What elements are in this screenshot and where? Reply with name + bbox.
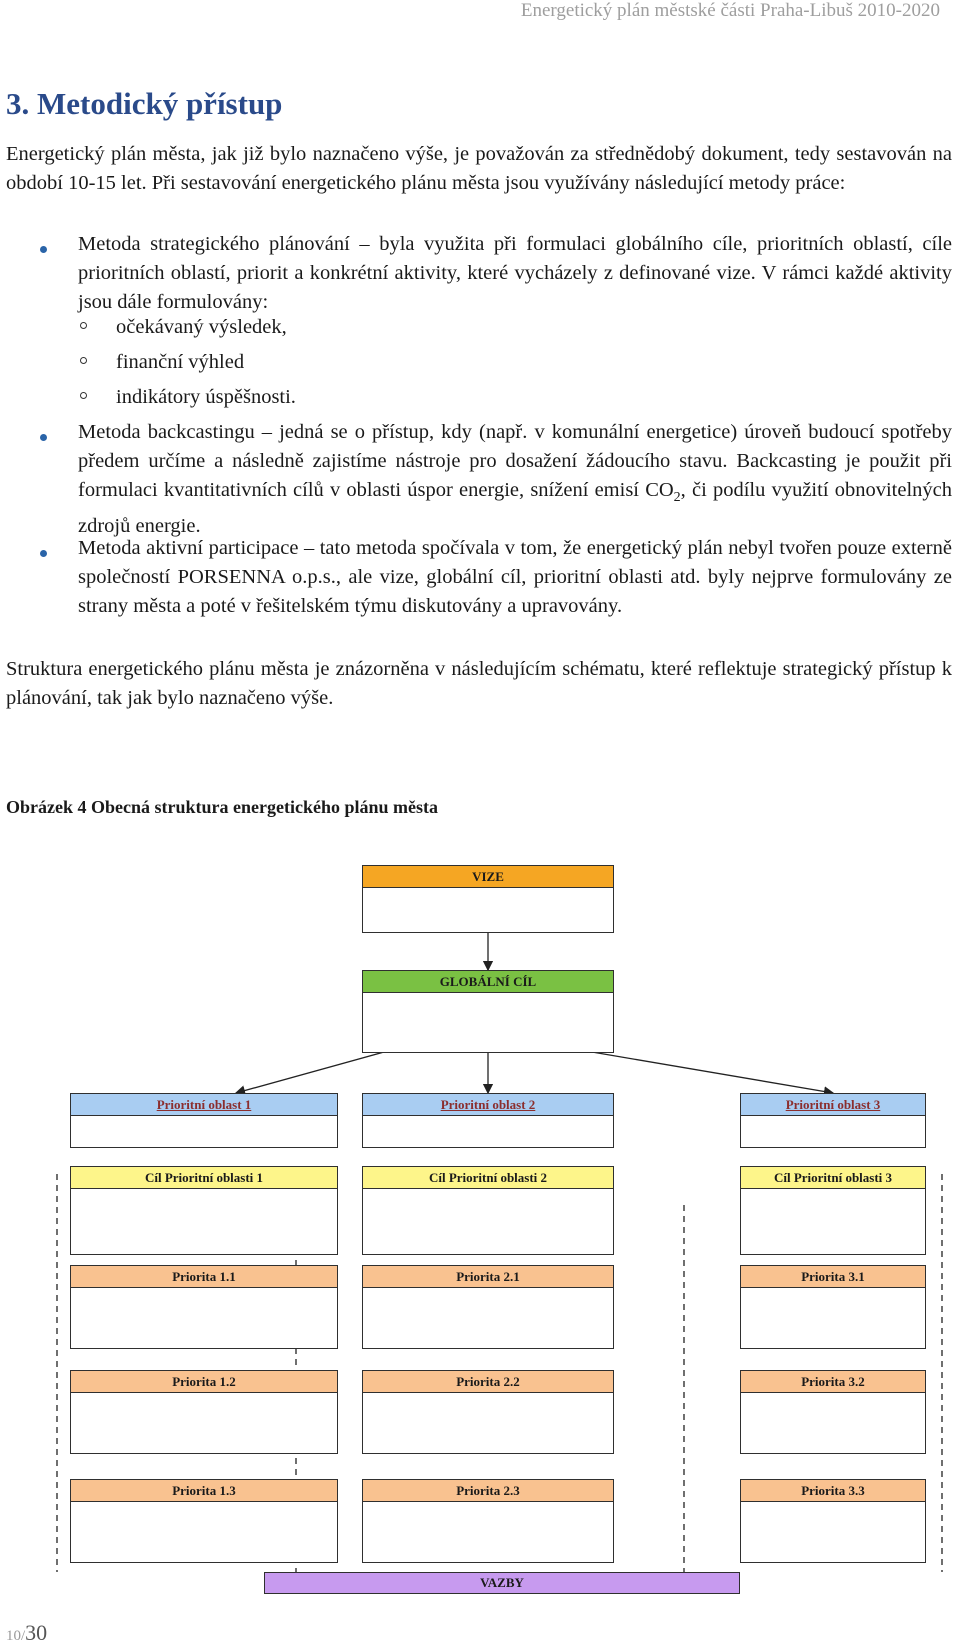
priority-area-box-3 [740, 1093, 926, 1148]
area-goal-label: Cíl Prioritní oblasti 3 [741, 1167, 925, 1189]
backcasting-text-b: , či podílu využití obnovitelných zdrojů energie. [78, 479, 952, 538]
arrow-global-to-oblast-3 [592, 1052, 833, 1093]
running-header: Energetický plán městské části Praha-Libuš 2010-2020 [520, 0, 940, 21]
priority-box-3-3 [740, 1479, 926, 1563]
arrow-global-to-oblast-1 [236, 1052, 384, 1093]
priority-box-2-1 [362, 1265, 614, 1349]
priority-label: Priorita 1.2 [71, 1371, 337, 1393]
priority-label: Priorita 3.3 [741, 1480, 925, 1502]
priority-area-box-1 [70, 1093, 338, 1148]
priority-area-label: Prioritní oblast 1 [71, 1094, 337, 1116]
area-goal-label: Cíl Prioritní oblasti 2 [363, 1167, 613, 1189]
priority-box-1-3 [70, 1479, 338, 1563]
subitem-success-indicators: indikátory úspěšnosti. [116, 386, 296, 408]
area-goal-box-3 [740, 1166, 926, 1255]
method-strategic-planning: Metoda strategického plánování – byla využita při formulaci globálního cíle, prioritních oblastí, cíle prioritních oblastí, priorit a konkrétní aktivity, které vycházely z definované vize. V rámci každé aktivity jsou dále formulovány: [78, 233, 952, 313]
priority-label: Priorita 2.2 [363, 1371, 613, 1393]
global-goal-box [362, 970, 614, 1053]
vazby-label: VAZBY [480, 1575, 524, 1590]
method-participation: Metoda aktivní participace – tato metoda spočívala v tom, že energetický plán nebyl tvořen pouze externě společností PORSENNA o.p.s., ale vize, globální cíl, prioritní oblasti atd. byly nejprve formulovány ze strany města a poté v řešitelském týmu diskutovány a upravovány. [78, 537, 952, 617]
priority-label: Priorita 2.3 [363, 1480, 613, 1502]
priority-box-1-2 [70, 1370, 338, 1454]
area-goal-label: Cíl Prioritní oblasti 1 [71, 1167, 337, 1189]
priority-box-2-3 [362, 1479, 614, 1563]
priority-box-2-2 [362, 1370, 614, 1454]
priority-label: Priorita 3.1 [741, 1266, 925, 1288]
vize-label: VIZE [363, 866, 613, 888]
vazby-box [264, 1572, 740, 1594]
backcasting-text-a: Metoda backcastingu – jedná se o přístup, kdy (např. v komunální energetice) úroveň budoucí spotřeby předem určíme a následně zajistíme nástroje pro dosažení žádoucího stavu. Backcasting je použit při formulaci kvantitativních cílů v oblasti úspor energie, snížení emisí CO [78, 421, 952, 501]
section-title: 3. Metodický přístup [6, 86, 283, 121]
priority-label: Priorita 3.2 [741, 1371, 925, 1393]
priority-label: Priorita 2.1 [363, 1266, 613, 1288]
priority-box-1-1 [70, 1265, 338, 1349]
subitem-financial-outlook: finanční výhled [116, 351, 245, 373]
area-goal-box-1 [70, 1166, 338, 1255]
priority-box-3-1 [740, 1265, 926, 1349]
priority-area-label: Prioritní oblast 2 [363, 1094, 613, 1116]
co2-subscript: 2 [673, 490, 681, 506]
priority-area-label: Prioritní oblast 3 [741, 1094, 925, 1116]
priority-box-3-2 [740, 1370, 926, 1454]
closing-paragraph: Struktura energetického plánu města je znázorněna v následujícím schématu, které reflektuje strategický přístup k plánování, tak jak bylo naznačeno výše. [6, 658, 952, 709]
priority-label: Priorita 1.1 [71, 1266, 337, 1288]
subitem-expected-result: očekávaný výsledek, [116, 316, 287, 338]
figure-caption: Obrázek 4 Obecná struktura energetického plánu města [6, 797, 438, 817]
vize-box [362, 865, 614, 933]
page-total: 30 [25, 1620, 48, 1645]
global-goal-label: GLOBÁLNÍ CÍL [363, 971, 613, 993]
page-number: 10/30 [6, 1620, 48, 1645]
intro-paragraph: Energetický plán města, jak již bylo naznačeno výše, je považován za střednědobý dokument, tedy sestavován na období 10-15 let. Při sestavování energetického plánu města jsou využívány následující metody práce: [6, 143, 952, 194]
page-current: 10 [6, 1628, 21, 1644]
priority-label: Priorita 1.3 [71, 1480, 337, 1502]
priority-area-box-2 [362, 1093, 614, 1148]
area-goal-box-2 [362, 1166, 614, 1255]
